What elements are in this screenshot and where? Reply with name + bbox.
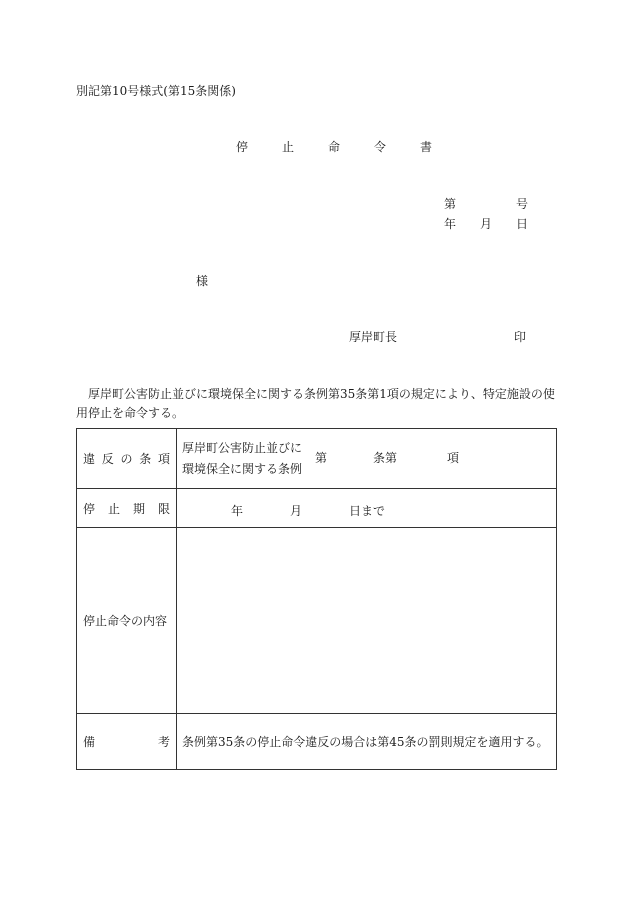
label-char: 項 [157, 452, 170, 466]
violation-value-cell [177, 429, 557, 489]
title-char: 停 [236, 140, 249, 154]
label-char: 停 [83, 501, 96, 516]
period-year-label: 年 [231, 504, 244, 518]
date-month-label: 月 [480, 217, 493, 231]
period-label-cell [77, 489, 177, 528]
table-row-violation [77, 429, 557, 489]
title-char: 止 [282, 140, 295, 154]
order-body-text: 厚岸町公害防止並びに環境保全に関する条例第35条第1項の規定により、特定施設の使用停止を命令する。 [76, 387, 555, 420]
title-char: 書 [420, 140, 433, 154]
remarks-label-cell [77, 714, 177, 770]
label-char: 条 [139, 452, 152, 466]
label-char: 限 [157, 501, 170, 516]
content-label-cell [77, 528, 177, 714]
remarks-note: 条例第35条の停止命令違反の場合は第45条の罰則規定を適用する。 [182, 735, 549, 749]
label-char: 期 [132, 501, 145, 516]
ordinance-name [182, 438, 302, 480]
title-char: 令 [374, 140, 387, 154]
table-row-remarks [77, 714, 557, 770]
period-value-cell [177, 489, 557, 528]
seal-mark: 印 [514, 330, 527, 344]
issuer-title: 厚岸町長 [349, 330, 398, 344]
violation-label-cell [77, 429, 177, 489]
table-row-content [77, 528, 557, 714]
order-details-table [76, 428, 557, 770]
period-month-label: 月 [290, 504, 303, 518]
title-char: 命 [328, 140, 341, 154]
article-prefix: 第 [315, 451, 328, 465]
document-title [236, 141, 432, 153]
label-char: 反 [101, 452, 114, 466]
ordinance-name-line1: 厚岸町公害防止並びに [182, 441, 303, 455]
label-char: の [120, 452, 133, 466]
content-value-cell [177, 528, 557, 714]
label-char: 止 [107, 501, 120, 516]
label-char: 違 [83, 452, 96, 466]
article-ko-label: 項 [447, 451, 460, 465]
ordinance-name-line2: 環境保全に関する条例 [182, 462, 303, 476]
article-jo-label: 条第 [373, 451, 398, 465]
number-prefix: 第 [444, 197, 457, 211]
date-day-label: 日 [516, 217, 529, 231]
period-until-label: 日まで [349, 504, 386, 518]
table-row-period [77, 489, 557, 528]
form-number-label: 別記第10号様式(第15条関係) [76, 84, 236, 98]
number-suffix: 号 [516, 197, 529, 211]
addressee-suffix: 様 [196, 274, 209, 288]
content-label: 停止命令の内容 [83, 614, 168, 628]
label-char: 備 [83, 735, 96, 749]
label-char: 考 [157, 735, 170, 749]
date-year-label: 年 [444, 217, 457, 231]
remarks-value-cell [177, 714, 557, 770]
